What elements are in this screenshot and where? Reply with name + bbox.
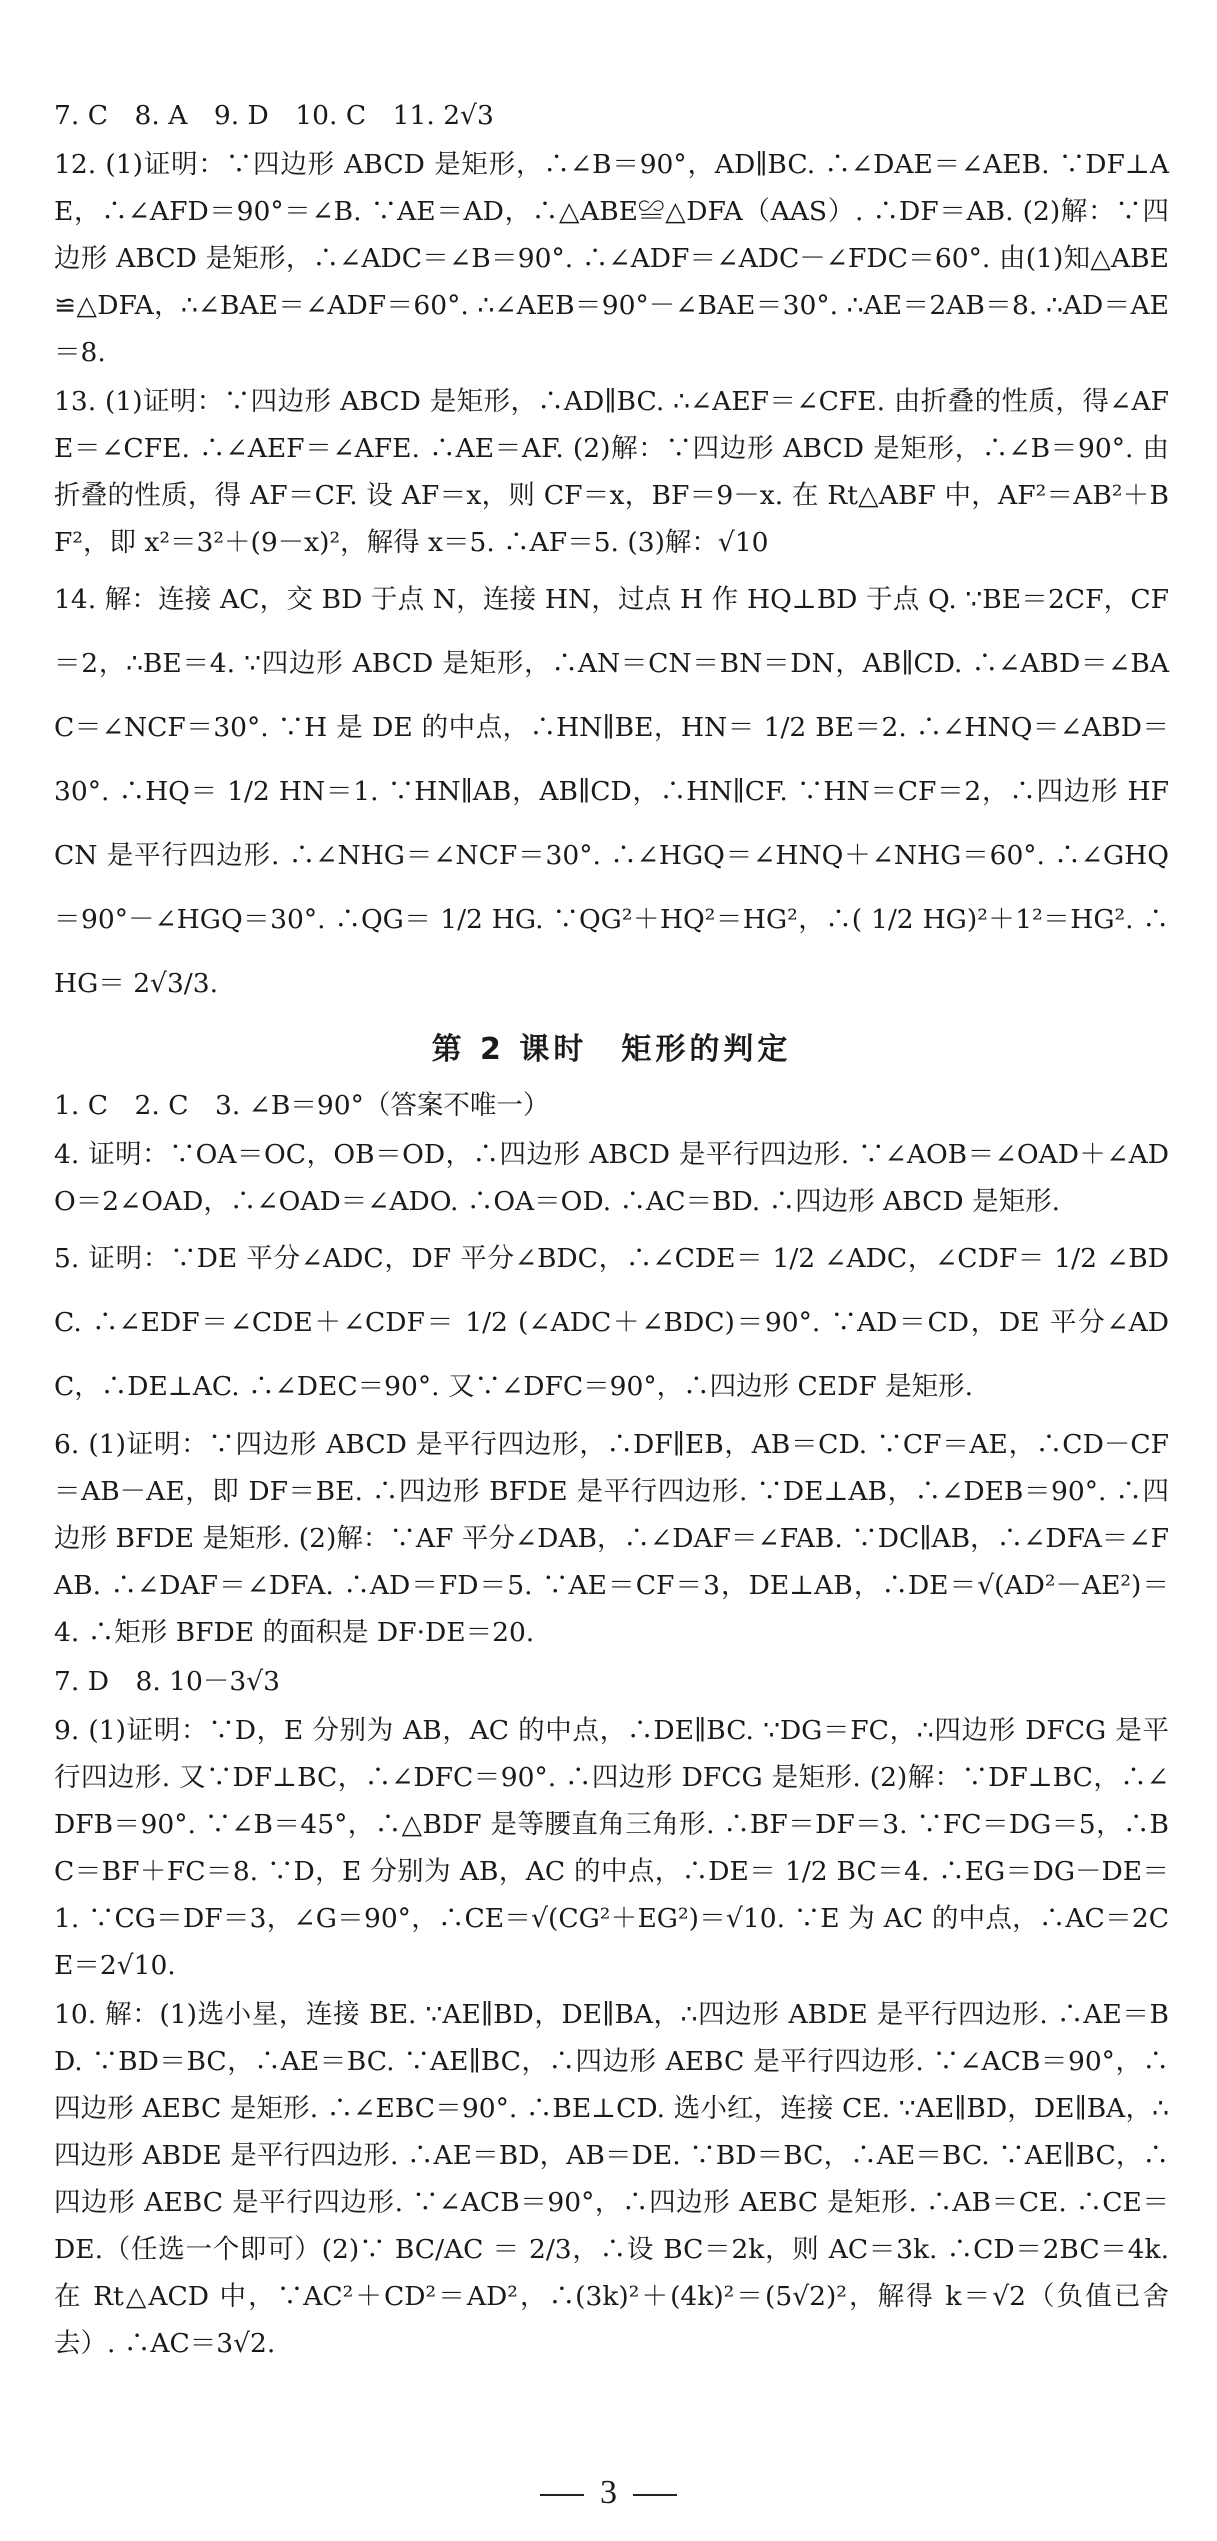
answer-6: 6. (1)证明：∵四边形 ABCD 是平行四边形，∴DF∥EB，AB＝CD. ∵CF＝AE，∴CD－CF＝AB－AE，即 DF＝BE. ∴四边形 BFDE 是平行四边形. ∵DE⊥AB，∴∠DEB＝90°. ∴四边形 BFDE 是矩形. (2)解：∵AF 平分∠DAB，∴∠DAF＝∠FAB. ∵DC∥AB，∴∠DFA＝∠FAB. ∴∠DAF＝∠DFA. ∴AD＝FD＝5. ∵AE＝CF＝3，DE⊥AB，∴DE＝√(AD²－AE²)＝4. ∴矩形 BFDE 的面积是 DF·DE＝20. (54, 1429, 1169, 1648)
answers-7-to-8: 7. D 8. 10－3√3 (54, 1666, 280, 1697)
answer-4: 4. 证明：∵OA＝OC，OB＝OD，∴四边形 ABCD 是平行四边形. ∵∠AOB＝∠OAD＋∠ADO＝2∠OAD，∴∠OAD＝∠ADO. ∴OA＝OD. ∴AC＝BD. ∴四边形 ABCD 是矩形. (54, 1139, 1169, 1217)
answers-7-to-11: 7. C 8. A 9. D 10. C 11. 2√3 (54, 100, 494, 131)
page-number-dash-left (540, 2494, 584, 2496)
answer-9: 9. (1)证明：∵D，E 分别为 AB，AC 的中点，∴DE∥BC. ∵DG＝FC，∴四边形 DFCG 是平行四边形. 又∵DF⊥BC，∴∠DFC＝90°. ∴四边形 DFCG 是矩形. (2)解：∵DF⊥BC，∴∠DFB＝90°. ∵∠B＝45°，∴△BDF 是等腰直角三角形. ∴BF＝DF＝3. ∵FC＝DG＝5，∴BC＝BF＋FC＝8. ∵D，E 分别为 AB，AC 的中点，∴DE＝ 1/2 BC＝4. ∴EG＝DG－DE＝1. ∵CG＝DF＝3，∠G＝90°，∴CE＝√(CG²＋EG²)＝√10. ∵E 为 AC 的中点，∴AC＝2CE＝2√10. (54, 1715, 1169, 1981)
answers-1-to-3: 1. C 2. C 3. ∠B＝90°（答案不唯一） (54, 1090, 550, 1121)
section-title: 第 2 课时 矩形的判定 (431, 1032, 792, 1067)
answer-14: 14. 解：连接 AC，交 BD 于点 N，连接 HN，过点 H 作 HQ⊥BD 于点 Q. ∵BE＝2CF，CF＝2，∴BE＝4. ∵四边形 ABCD 是矩形，∴AN＝CN＝BN＝DN，AB∥CD. ∴∠ABD＝∠BAC＝∠NCF＝30°. ∵H 是 DE 的中点，∴HN∥BE，HN＝ 1/2 BE＝2. ∴∠HNQ＝∠ABD＝30°. ∴HQ＝ 1/2 HN＝1. ∵HN∥AB，AB∥CD，∴HN∥CF. ∵HN＝CF＝2，∴四边形 HFCN 是平行四边形. ∴∠NHG＝∠NCF＝30°. ∴∠HGQ＝∠HNQ＋∠NHG＝60°. ∴∠GHQ＝90°－∠HGQ＝30°. ∴QG＝ 1/2 HG. ∵QG²＋HQ²＝HG²，∴( 1/2 HG)²＋1²＝HG². ∴HG＝ 2√3/3. (54, 584, 1169, 999)
page-number-value: 3 (600, 2474, 617, 2511)
page-number (0, 2474, 1217, 2512)
answer-10: 10. 解：(1)选小星，连接 BE. ∵AE∥BD，DE∥BA，∴四边形 ABDE 是平行四边形. ∴AE＝BD. ∵BD＝BC，∴AE＝BC. ∵AE∥BC，∴四边形 AEBC 是平行四边形. ∵∠ACB＝90°，∴四边形 AEBC 是矩形. ∴∠EBC＝90°. ∴BE⊥CD. 选小红，连接 CE. ∵AE∥BD，DE∥BA，∴四边形 ABDE 是平行四边形. ∴AE＝BD，AB＝DE. ∵BD＝BC，∴AE＝BC. ∵AE∥BC，∴四边形 AEBC 是平行四边形. ∵∠ACB＝90°，∴四边形 AEBC 是矩形. ∴AB＝CE. ∴CE＝DE.（任选一个即可）(2)∵ BC/AC ＝ 2/3，∴设 BC＝2k，则 AC＝3k. ∴CD＝2BC＝4k. 在 Rt△ACD 中，∵AC²＋CD²＝AD²，∴(3k)²＋(4k)²＝(5√2)²，解得 k＝√2（负值已舍去）. ∴AC＝3√2. (54, 1999, 1169, 2359)
answer-13: 13. (1)证明：∵四边形 ABCD 是矩形，∴AD∥BC. ∴∠AEF＝∠CFE. 由折叠的性质，得∠AFE＝∠CFE. ∴∠AEF＝∠AFE. ∴AE＝AF. (2)解：∵四边形 ABCD 是矩形，∴∠B＝90°. 由折叠的性质，得 AF＝CF. 设 AF＝x，则 CF＝x，BF＝9－x. 在 Rt△ABF 中，AF²＝AB²＋BF²，即 x²＝3²＋(9－x)²，解得 x＝5. ∴AF＝5. (3)解：√10 (54, 386, 1169, 558)
page-number-dash-right (633, 2494, 677, 2496)
answer-12: 12. (1)证明：∵四边形 ABCD 是矩形，∴∠B＝90°，AD∥BC. ∴∠DAE＝∠AEB. ∵DF⊥AE，∴∠AFD＝90°＝∠B. ∵AE＝AD，∴△ABE≌△DFA（AAS）. ∴DF＝AB. (2)解：∵四边形 ABCD 是矩形，∴∠ADC＝∠B＝90°. ∴∠ADF＝∠ADC－∠FDC＝60°. 由(1)知△ABE≌△DFA，∴∠BAE＝∠ADF＝60°. ∴∠AEB＝90°－∠BAE＝30°. ∴AE＝2AB＝8. ∴AD＝AE＝8. (54, 149, 1169, 368)
answer-5: 5. 证明：∵DE 平分∠ADC，DF 平分∠BDC，∴∠CDE＝ 1/2 ∠ADC，∠CDF＝ 1/2 ∠BDC. ∴∠EDF＝∠CDE＋∠CDF＝ 1/2 (∠ADC＋∠BDC)＝90°. ∵AD＝CD，DE 平分∠ADC，∴DE⊥AC. ∴∠DEC＝90°. 又∵∠DFC＝90°，∴四边形 CEDF 是矩形. (54, 1243, 1169, 1402)
